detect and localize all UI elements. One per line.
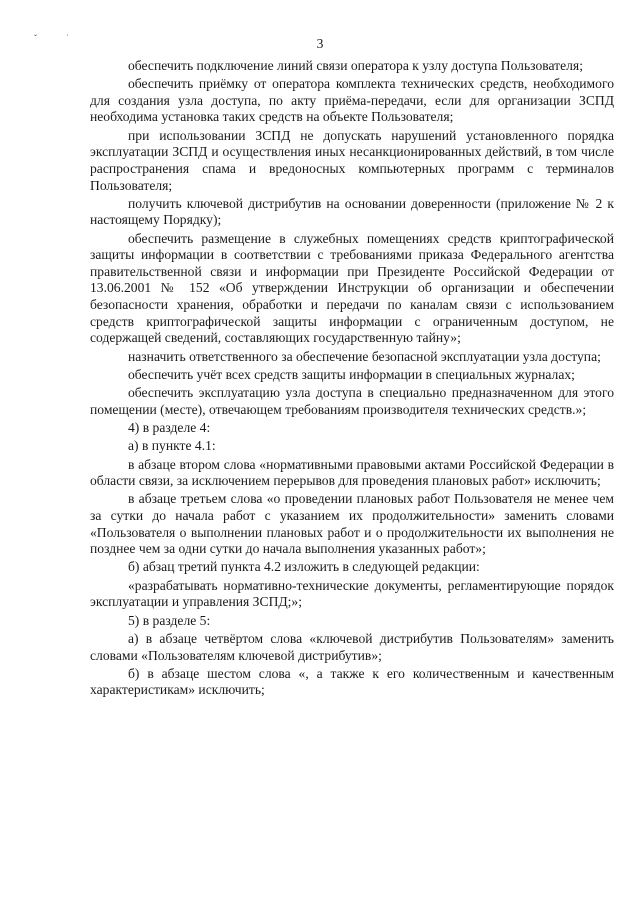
- paragraph: б) в абзаце шестом слова «, а также к его количественным и качественным характеристикам» исключить;: [90, 665, 614, 698]
- paragraph: 5) в разделе 5:: [128, 612, 211, 628]
- paragraph: обеспечить подключение линий связи оператора к узлу доступа Пользователя;: [128, 58, 583, 73]
- scan-mark: ˇ: [34, 33, 37, 43]
- paragraph: получить ключевой дистрибутив на основании доверенности (приложение № 2 к настоящему Порядку);: [90, 195, 614, 228]
- paragraph: б) абзац третий пункта 4.2 изложить в следующей редакции:: [128, 559, 480, 575]
- paragraph: в абзаце третьем слова «о проведении плановых работ Пользователя не менее чем за сутки до начала работ с указанием их продолжительности» заменить словами «Пользователя о выполнении плановых работ и о продолжительности их выполнения не позднее чем за одни сутки до начала выполнения указанных работ»;: [90, 491, 614, 557]
- paragraph: «разрабатывать нормативно-технические документы, регламентирующие порядок эксплуатации и управления ЗСПД;»;: [90, 577, 614, 610]
- paragraph: в абзаце втором слова «нормативными правовыми актами Российской Федерации в области связи, за исключением перерывов для проведения плановых работ» исключить;: [90, 456, 614, 489]
- paragraph: обеспечить эксплуатацию узла доступа в специально предназначенном для этого помещении (месте), отвечающем требованиям производителя технических средств.»;: [90, 385, 614, 417]
- page-number: 3: [316, 36, 324, 51]
- paragraph: обеспечить приёмку от оператора комплекта технических средств, необходимого для создания узла доступа, по акту приёма-передачи, если для организации ЗСПД необходима установка таких средств на объекте Пользователя;: [90, 76, 614, 125]
- scan-mark: ˙: [66, 33, 69, 43]
- paragraph: 4) в разделе 4:: [128, 419, 211, 435]
- paragraph: а) в пункте 4.1:: [128, 438, 216, 454]
- document-body: [90, 58, 614, 701]
- paragraph: обеспечить учёт всех средств защиты информации в специальных журналах;: [128, 366, 575, 382]
- paragraph: назначить ответственного за обеспечение безопасной эксплуатации узла доступа;: [128, 348, 601, 364]
- paragraph: обеспечить размещение в служебных помещениях средств криптографической защиты информации в соответствии с требованиями приказа Федерального агентства правительственной связи и информации при Президенте Российской Федерации от 13.06.2001 № 152 «Об утверждении Инструкции об организации и обеспечении безопасности хранения, обработки и передачи по каналам связи с использованием средств криптографической защиты информации с ограниченным доступом, не содержащей сведений, составляющих государственную тайну»;: [90, 230, 614, 346]
- paragraph: при использовании ЗСПД не допускать нарушений установленного порядка эксплуатации ЗСПД и осуществления иных несанкционированных действий, в том числе распространения спама и вредоносных компьютерных программ с терминалов Пользователя;: [90, 127, 614, 193]
- paragraph: а) в абзаце четвёртом слова «ключевой дистрибутив Пользователям» заменить словами «Пользователям ключевой дистрибутив»;: [90, 630, 614, 663]
